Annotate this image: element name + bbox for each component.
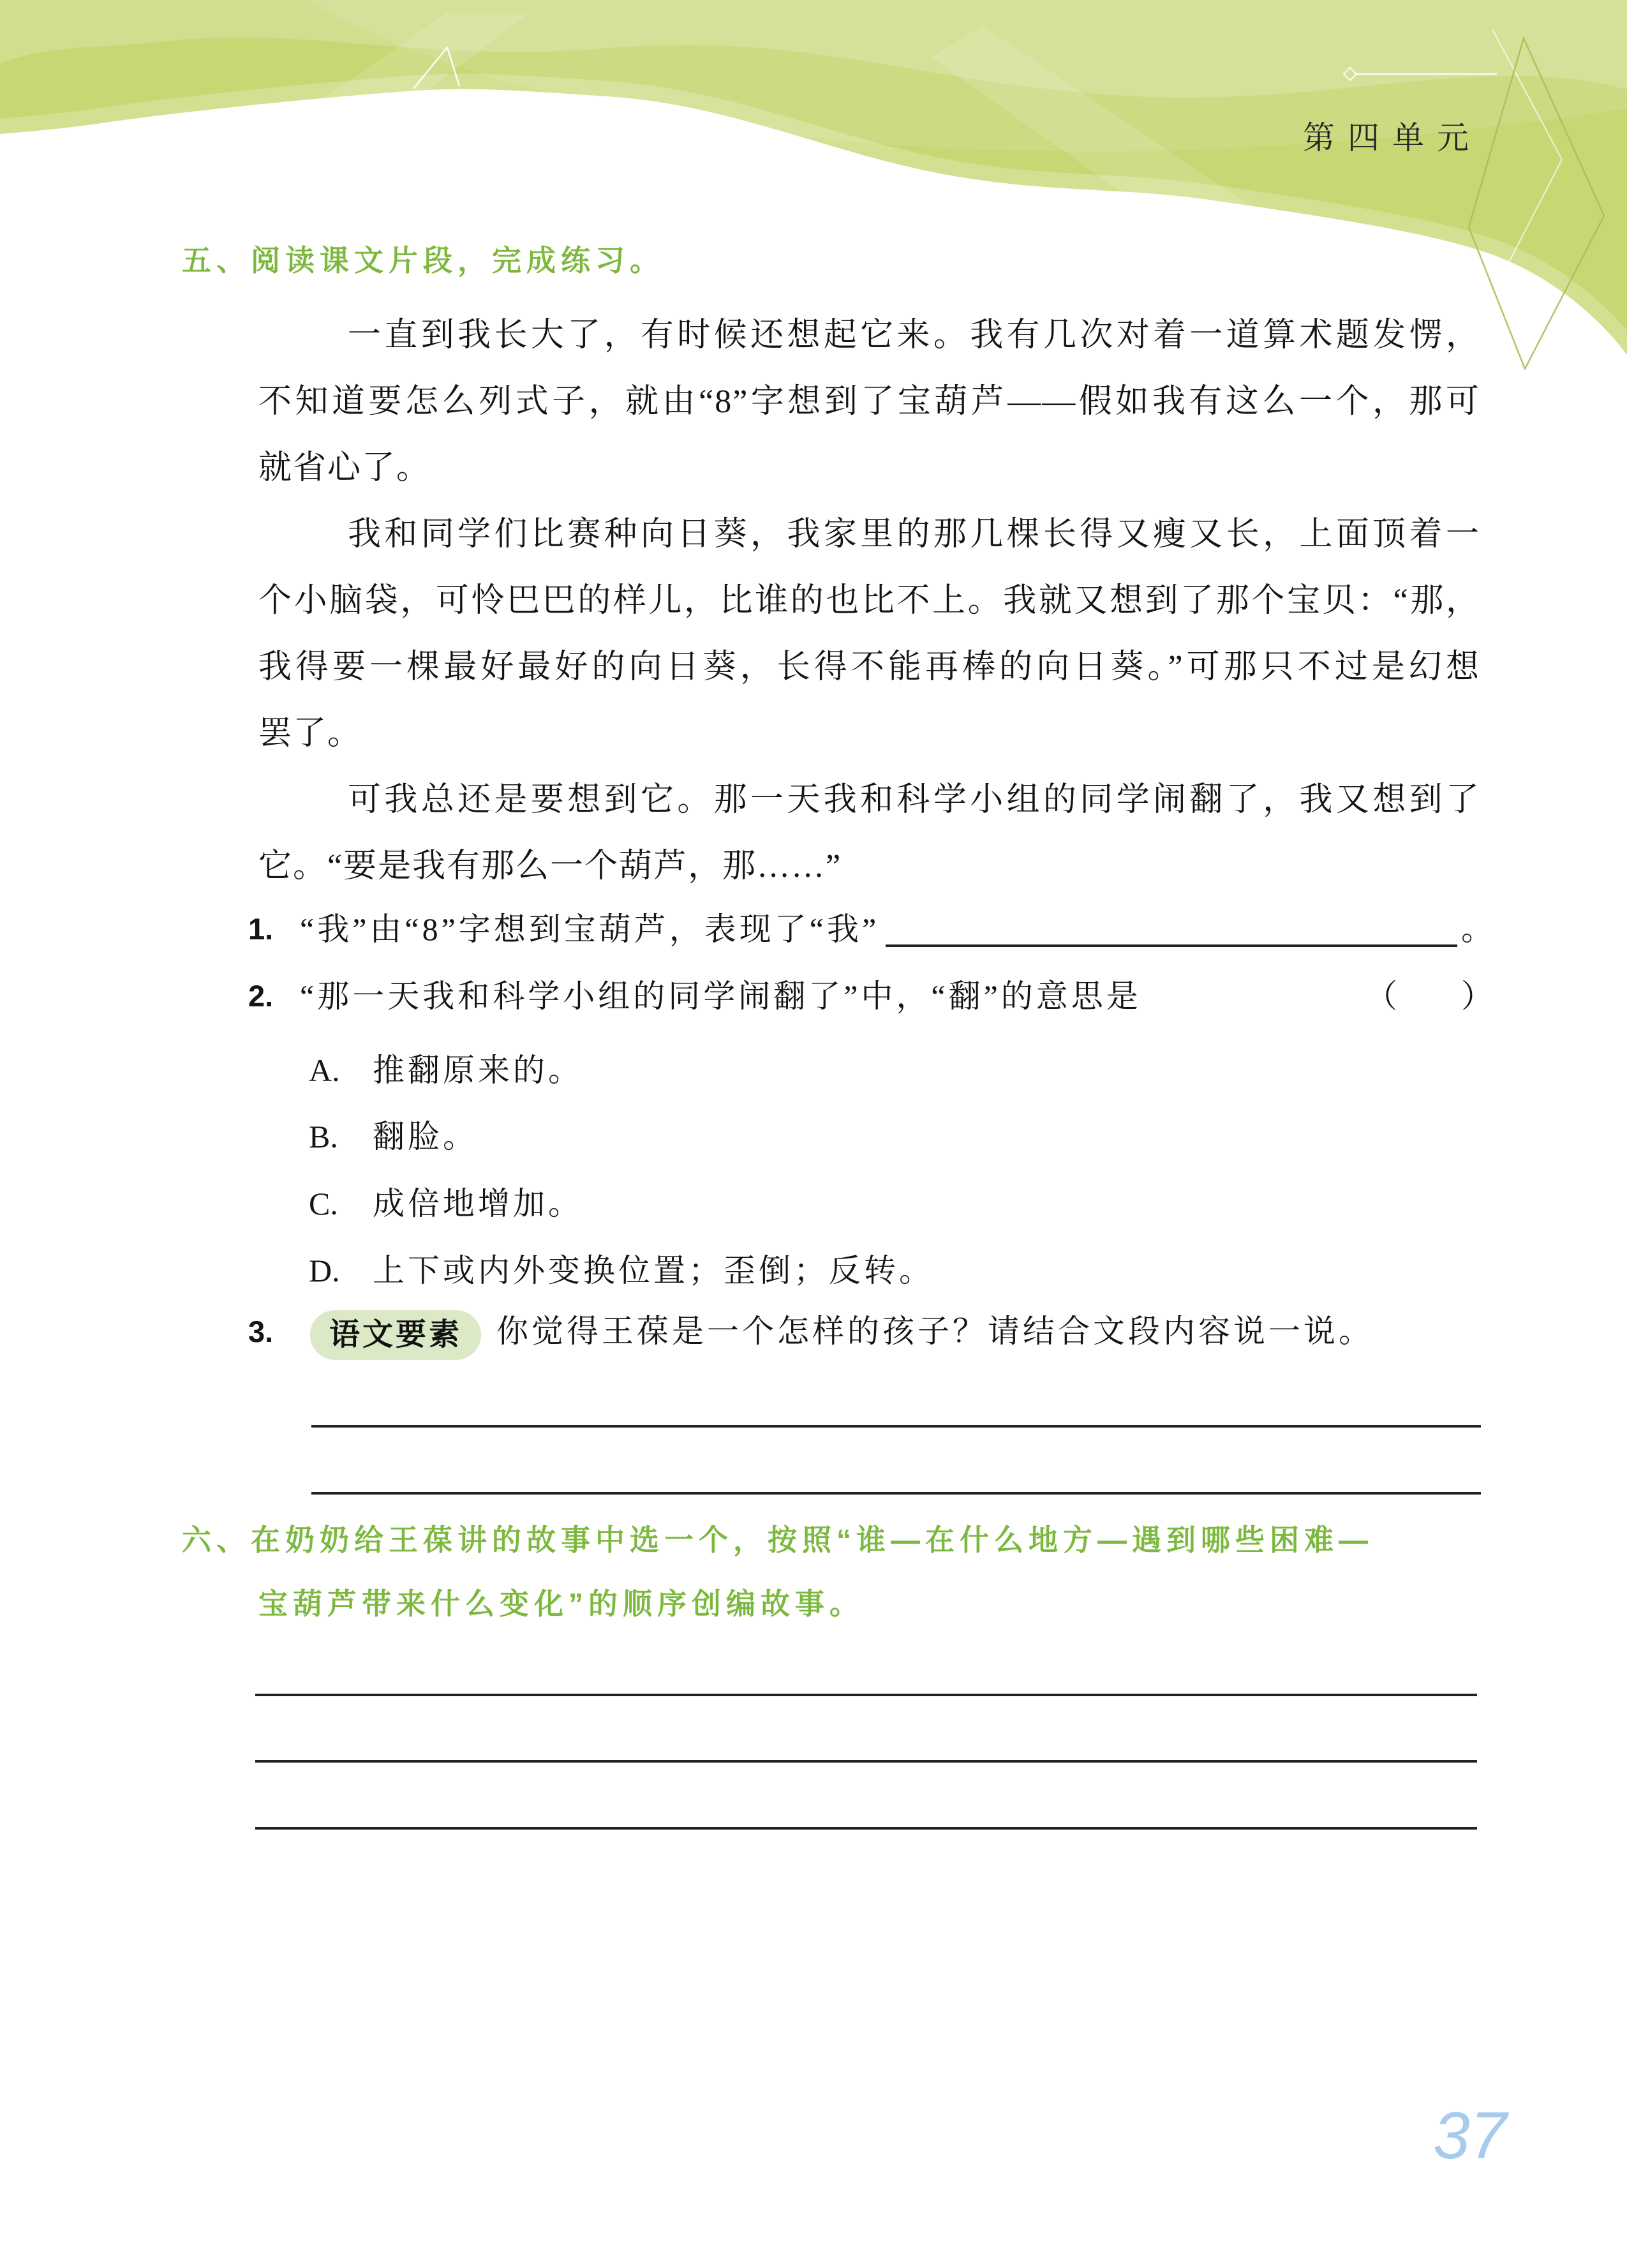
answer-blank[interactable] [886, 896, 1457, 962]
question-number: 3. [248, 1315, 274, 1348]
passage-line: 可我总还是要想到它。那一天我和科学小组的同学闹翻了，我又想到了 [348, 782, 1480, 818]
answer-line[interactable] [311, 1425, 1481, 1428]
question-number: 2. [248, 979, 274, 1013]
question-number: 1. [248, 912, 274, 946]
question-1 [248, 896, 1493, 962]
passage-line: 就省心了。 [258, 450, 431, 486]
passage-line: 我和同学们比赛种向日葵，我家里的那几棵长得又瘦又长，上面顶着一 [348, 516, 1480, 553]
question-text: “那一天我和科学小组的同学闹翻了”中，“翻”的意思是 [300, 978, 1141, 1014]
section6-title-line1: 六、在奶奶给王葆讲的故事中选一个，按照“谁—在什么地方—遇到哪些困难— [182, 1523, 1373, 1556]
question-text: 你觉得王葆是一个怎样的孩子？请结合文段内容说一说。 [496, 1313, 1374, 1349]
passage-line: 一直到我长大了，有时候还想起它来。我有几次对着一道算术题发愣， [348, 317, 1480, 354]
option-letter: B. [309, 1119, 338, 1154]
option-text: 推翻原来的。 [373, 1052, 583, 1088]
page-number: 37 [1433, 2099, 1507, 2173]
option-d [309, 1237, 1554, 1304]
reading-passage [258, 302, 1480, 900]
passage-line: 个小脑袋，可怜巴巴的样儿，比谁的也比不上。我就又想到了那个宝贝：“那， [258, 583, 1480, 619]
option-letter: A. [309, 1052, 340, 1088]
question-2 [248, 963, 1493, 1029]
option-b [309, 1103, 1554, 1170]
answer-brackets[interactable]: （ ） [1365, 978, 1493, 1014]
answer-line[interactable] [311, 1492, 1481, 1495]
option-a [309, 1037, 1554, 1103]
passage-line: 我得要一棵最好最好的向日葵，长得不能再棒的向日葵。”可那只不过是幻想 [258, 649, 1480, 685]
option-letter: C. [309, 1186, 338, 1221]
question-text: “我”由“8”字想到宝葫芦，表现了“我” [300, 911, 880, 947]
section6-title-line2: 宝葫芦带来什么变化”的顺序创编故事。 [258, 1587, 864, 1620]
option-letter: D. [309, 1253, 340, 1288]
key-point-badge: 语文要素 [310, 1310, 481, 1360]
option-c [309, 1170, 1554, 1237]
question-period: 。 [1461, 911, 1493, 947]
section5-title: 五、阅读课文片段，完成练习。 [182, 244, 664, 277]
option-text: 成倍地增加。 [373, 1186, 583, 1221]
unit-header: 第四单元 [1303, 120, 1482, 156]
writing-line[interactable] [255, 1694, 1477, 1696]
passage-line: 它。“要是我有那么一个葫芦，那……” [258, 848, 842, 884]
question-3 [248, 1298, 1493, 1364]
writing-line[interactable] [255, 1760, 1477, 1763]
option-text: 翻脸。 [373, 1119, 478, 1154]
passage-line: 罢了。 [258, 715, 362, 752]
passage-line: 不知道要怎么列式子，就由“8”字想到了宝葫芦——假如我有这么一个，那可 [258, 384, 1480, 420]
writing-line[interactable] [255, 1827, 1477, 1830]
option-text: 上下或内外变换位置；歪倒；反转。 [373, 1253, 934, 1288]
